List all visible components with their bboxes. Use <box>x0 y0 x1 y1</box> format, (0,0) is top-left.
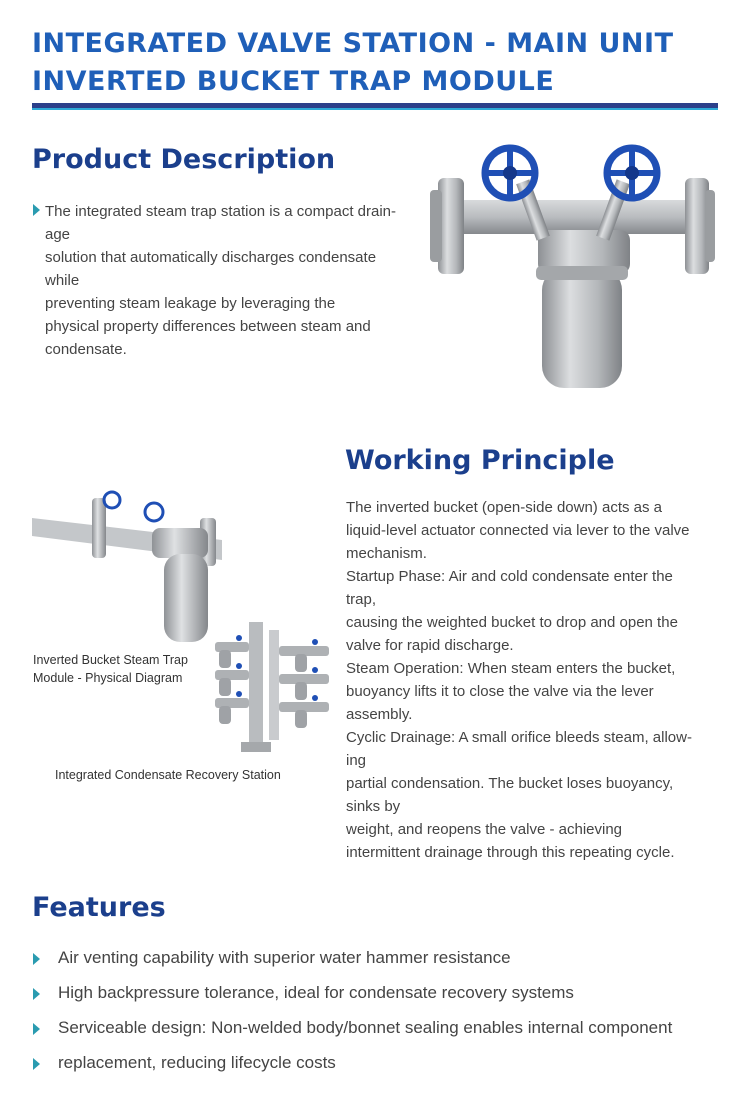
bullet-triangle-icon <box>33 1023 40 1035</box>
title-divider-accent <box>32 108 718 110</box>
product-description-text <box>45 200 396 361</box>
text-line: Steam Operation: When steam enters the bucket, <box>346 660 676 677</box>
bullet-triangle-icon <box>33 1058 40 1070</box>
valve-handwheel-icon <box>607 148 657 198</box>
bullet-triangle-icon <box>33 204 40 216</box>
valve-handwheel-icon <box>104 492 120 508</box>
text-line: intermittent drainage through this repeating cycle. <box>346 844 675 861</box>
bullet-triangle-icon <box>33 953 40 965</box>
features-heading: Features <box>32 892 166 923</box>
text-line: physical property differences between steam and <box>45 318 371 335</box>
text-line: liquid-level actuator connected via lever to the valve <box>346 522 690 539</box>
text-line: age <box>45 226 71 243</box>
product-description-heading: Product Description <box>32 144 336 175</box>
feature-text: Air venting capability with superior water hammer resistance <box>58 948 511 967</box>
working-principle-heading: Working Principle <box>345 445 615 476</box>
page-title-line-1: INTEGRATED VALVE STATION - MAIN UNIT <box>32 28 674 59</box>
text-line: The inverted bucket (open-side down) acts as a <box>346 499 663 516</box>
feature-text: Serviceable design: Non-welded body/bonnet sealing enables internal component <box>58 1018 673 1037</box>
condensate-recovery-station-image <box>205 622 345 754</box>
text-line: mechanism. <box>346 545 427 562</box>
feature-text: High backpressure tolerance, ideal for condensate recovery systems <box>58 983 574 1002</box>
text-line: while <box>45 272 80 289</box>
text-line: condensate. <box>45 341 127 358</box>
text-line: ing <box>346 752 367 769</box>
bullet-triangle-icon <box>33 988 40 1000</box>
text-line: The integrated steam trap station is a compact drain- <box>45 203 397 220</box>
text-line: trap, <box>346 591 377 608</box>
text-line: Startup Phase: Air and cold condensate enter the <box>346 568 673 585</box>
text-line: preventing steam leakage by leveraging the <box>45 295 336 312</box>
text-line: valve for rapid discharge. <box>346 637 514 654</box>
station-caption: Integrated Condensate Recovery Station <box>55 768 281 782</box>
page-title-line-2: INVERTED BUCKET TRAP MODULE <box>32 66 555 97</box>
main-unit-image <box>430 140 720 395</box>
text-line: solution that automatically discharges condensate <box>45 249 377 266</box>
text-line: causing the weighted bucket to drop and open the <box>346 614 678 631</box>
bucket-trap-caption <box>33 651 188 687</box>
text-line: buoyancy lifts it to close the valve via the lever <box>346 683 654 700</box>
caption-line: Inverted Bucket Steam Trap <box>33 653 188 667</box>
valve-handwheel-icon <box>145 503 163 521</box>
text-line: weight, and reopens the valve - achieving <box>346 821 623 838</box>
text-line: Cyclic Drainage: A small orifice bleeds steam, allow- <box>346 729 692 746</box>
caption-line: Module - Physical Diagram <box>33 671 183 685</box>
valve-handwheel-icon <box>485 148 535 198</box>
text-line: partial condensation. The bucket loses buoyancy, <box>346 775 674 792</box>
feature-text: replacement, reducing lifecycle costs <box>58 1053 336 1072</box>
text-line: sinks by <box>346 798 401 815</box>
working-principle-text <box>346 496 692 864</box>
text-line: assembly. <box>346 706 413 723</box>
